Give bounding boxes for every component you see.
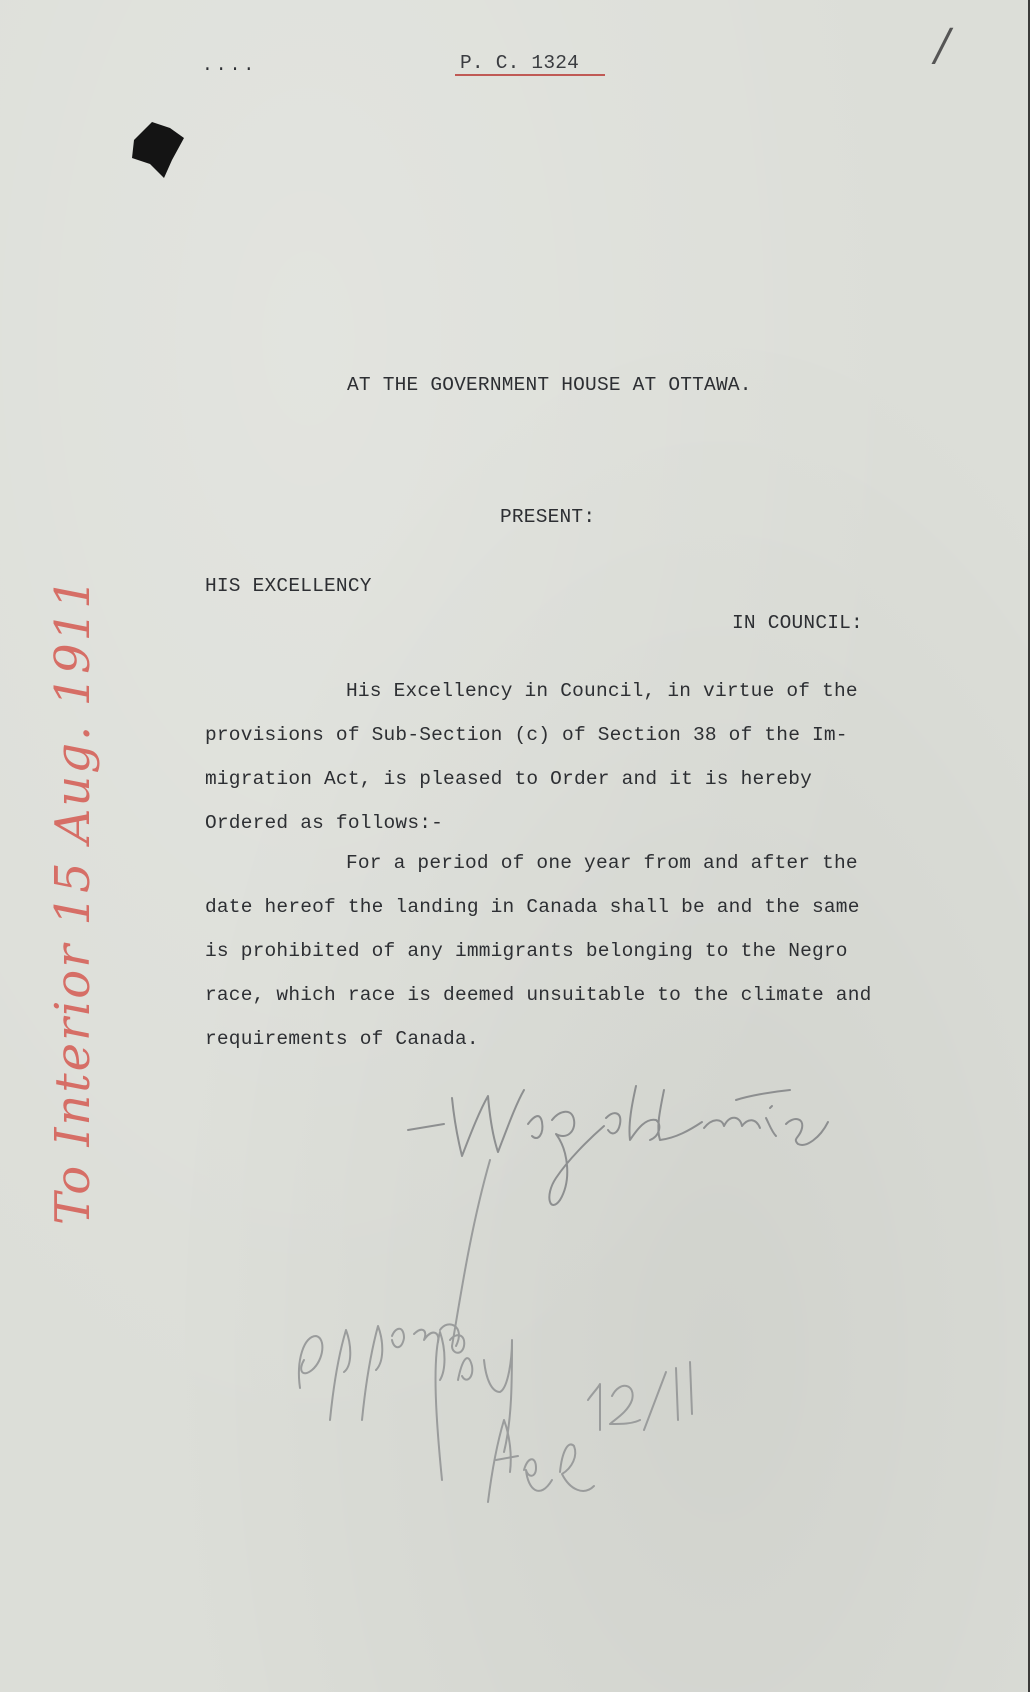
- present-label: PRESENT:: [500, 506, 596, 528]
- body-line: For a period of one year from and after the: [346, 852, 858, 874]
- body-line: race, which race is deemed unsuitable to the climate and: [205, 984, 872, 1006]
- margin-note: To Interior 15 Aug. 1911: [45, 576, 101, 1225]
- page-number: /: [935, 20, 950, 71]
- body-line: is prohibited of any immigrants belonging to the Negro: [205, 940, 848, 962]
- order-number-underline: [455, 74, 605, 76]
- body-line: date hereof the landing in Canada shall be and the same: [205, 896, 860, 918]
- order-number: P. C. 1324: [460, 52, 580, 74]
- body-line: provisions of Sub-Section (c) of Section 38 of the Im-: [205, 724, 848, 746]
- header-dots: ....: [202, 56, 258, 76]
- signature: [408, 1086, 828, 1205]
- body-line: His Excellency in Council, in virtue of the: [346, 680, 858, 702]
- his-excellency-label: HIS EXCELLENCY: [205, 575, 372, 597]
- body-line: requirements of Canada.: [205, 1028, 479, 1050]
- approval-annotation: [299, 1160, 692, 1502]
- in-council-label: IN COUNCIL:: [732, 612, 863, 634]
- punch-hole-icon: [128, 118, 188, 184]
- body-line: Ordered as follows:-: [205, 812, 444, 834]
- body-line: migration Act, is pleased to Order and it is hereby: [205, 768, 812, 790]
- heading: AT THE GOVERNMENT HOUSE AT OTTAWA.: [347, 374, 752, 396]
